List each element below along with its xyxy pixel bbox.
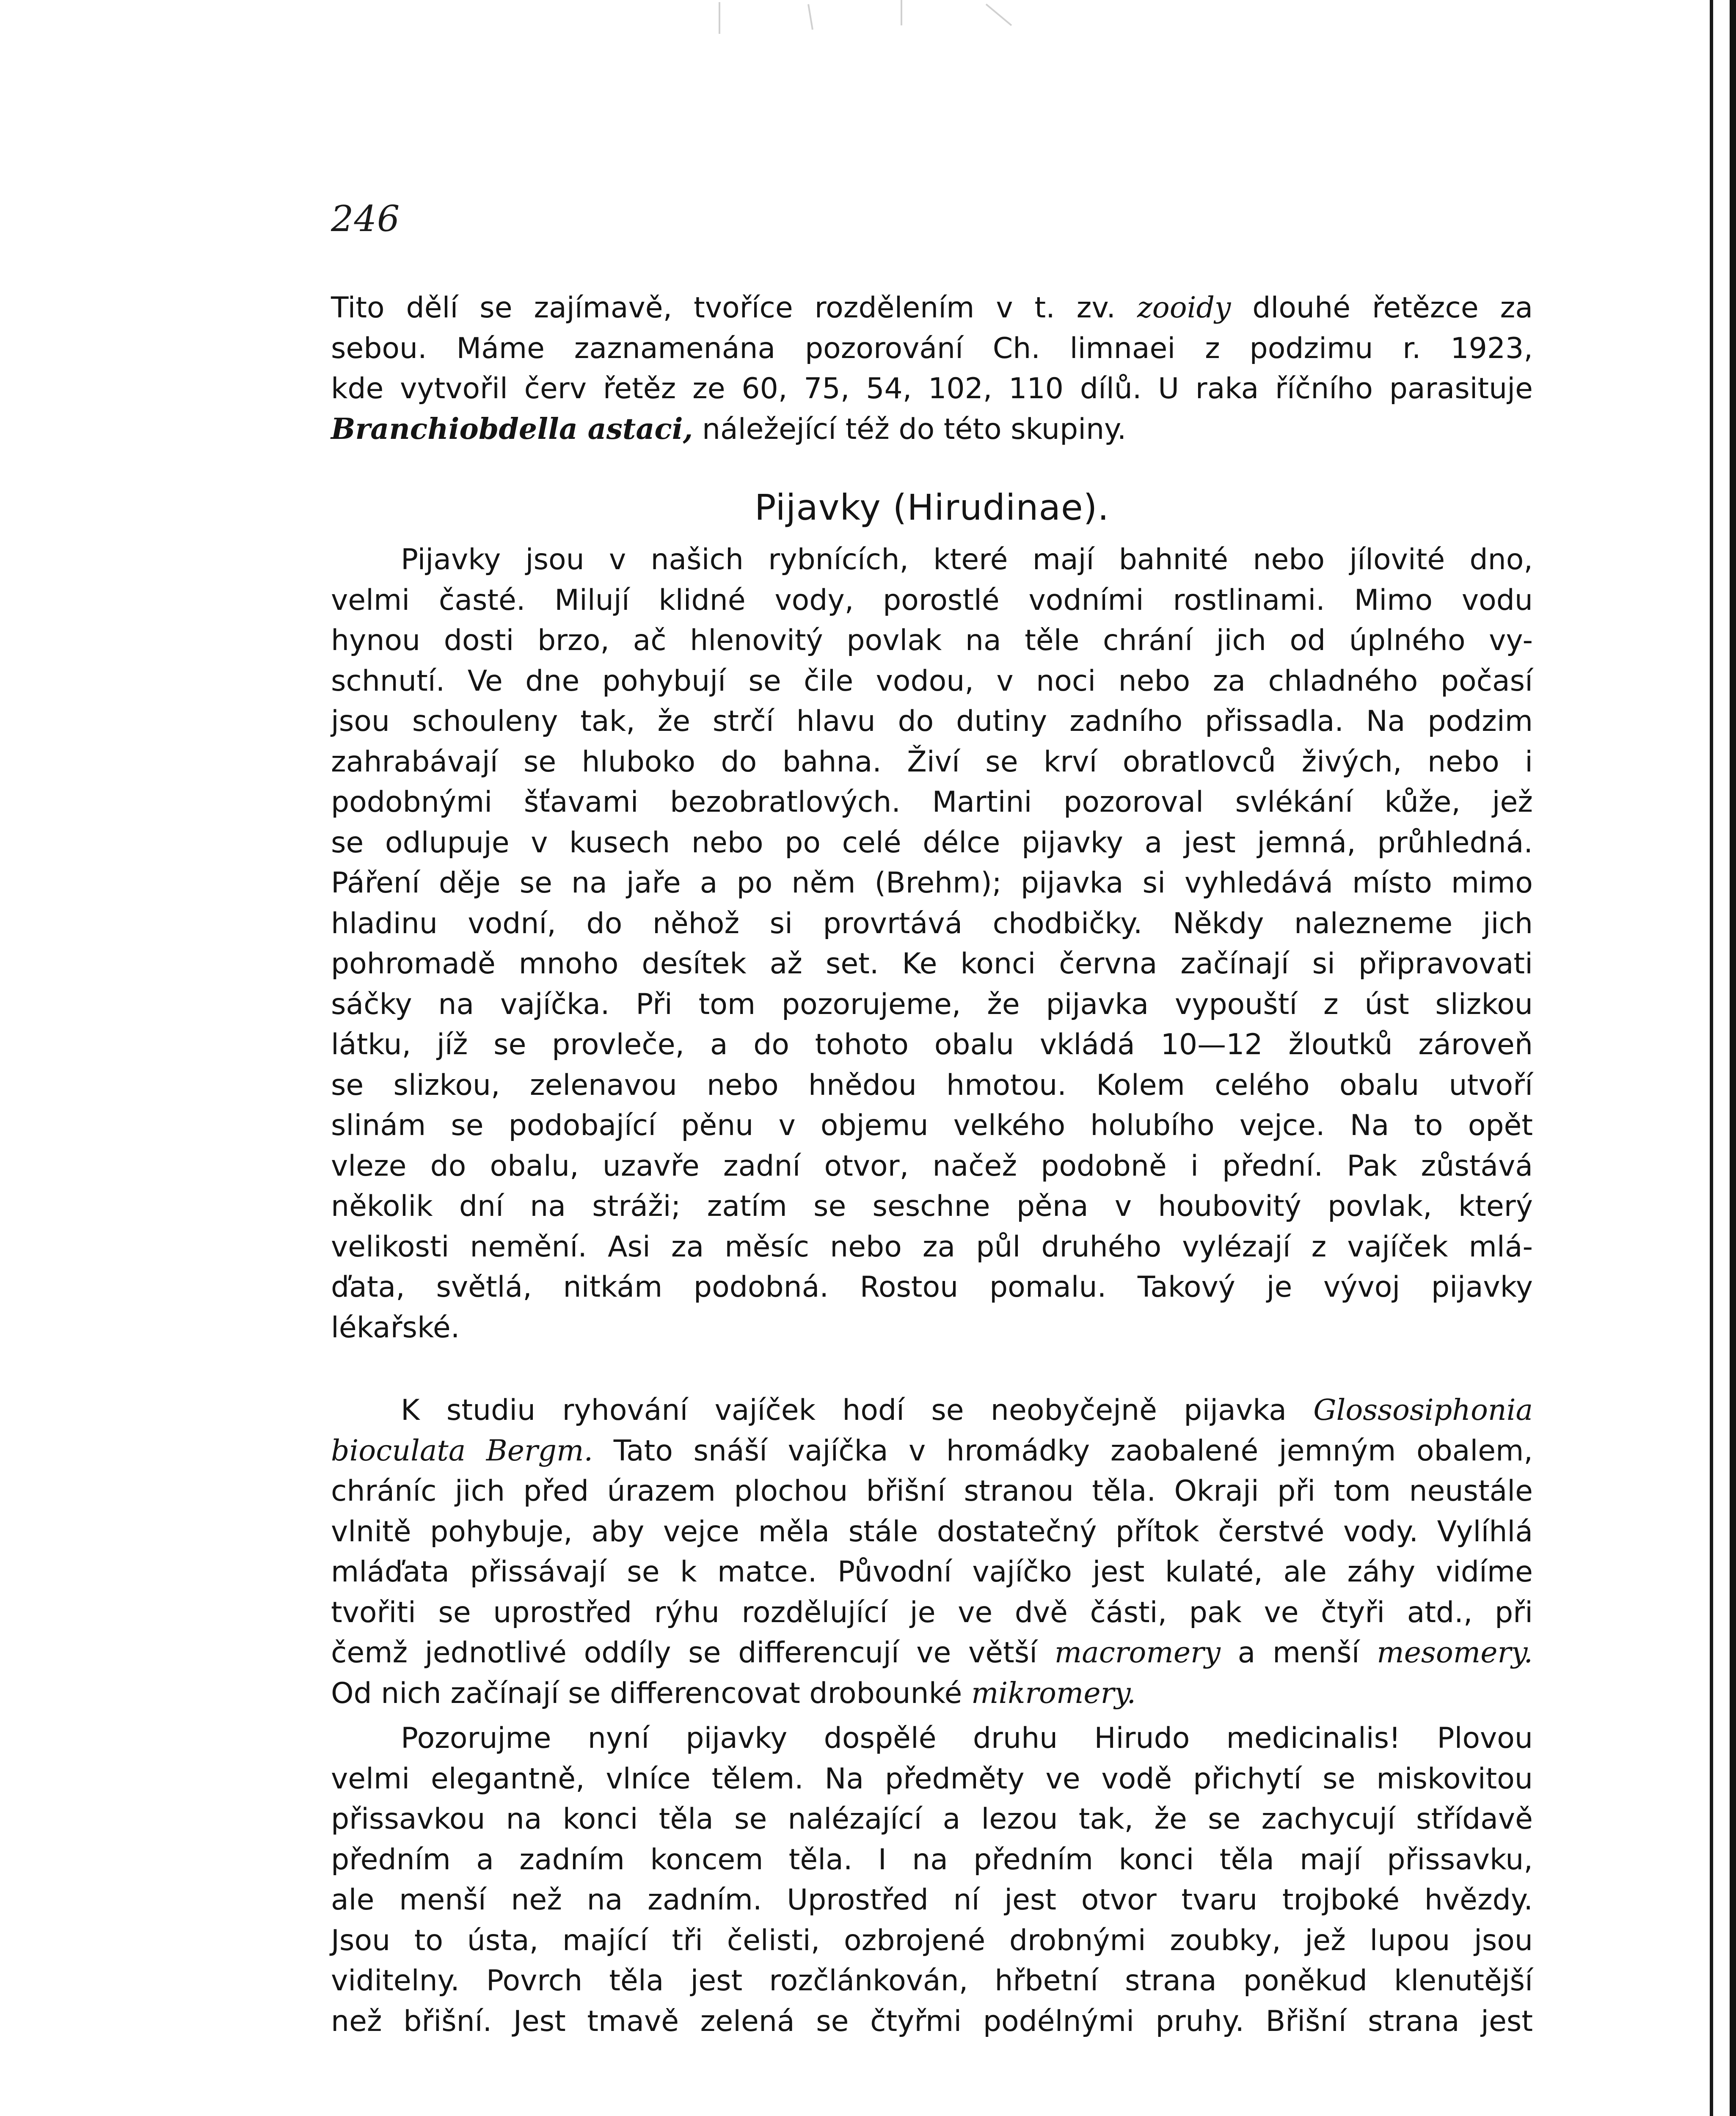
text-line: ďata, světlá, nitkám podobná. Rostou pomalu. Takový je vývoj pijavky	[331, 1270, 1533, 1304]
text-line: tvořiti se uprostřed rýhu rozdělující je ve dvě části, pak ve čtyři atd., při	[331, 1595, 1533, 1629]
text-line: schnutí. Ve dne pohybují se čile vodou, v noci nebo za chladného počasí	[331, 664, 1533, 698]
text-line: Tito dělí se zajímavě, tvoříce rozdělením v t. zv. zooidy dlouhé řetězce za	[331, 291, 1533, 325]
scan-edge	[1730, 0, 1736, 2116]
text-line: velmi časté. Milují klidné vody, porostlé vodními rostlinami. Mimo vodu	[331, 583, 1533, 617]
text-line: se odlupuje v kusech nebo po celé délce pijavky a jest jemná, průhledná.	[331, 826, 1533, 860]
paragraph-2	[331, 540, 1533, 1348]
paragraph-1	[331, 288, 1533, 449]
text-line: ale menší než na zadním. Uprostřed ní jest otvor tvaru trojboké hvězdy.	[331, 1883, 1533, 1917]
text-line: než břišní. Jest tmavě zelená se čtyřmi podélnými pruhy. Břišní strana jest	[331, 2004, 1533, 2038]
text-line: hynou dosti brzo, ač hlenovitý povlak na těle chrání jich od úplného vy-	[331, 624, 1533, 657]
text-line: Branchiobdella astaci, náležející též do této skupiny.	[331, 412, 1127, 446]
paragraph-3	[331, 1390, 1533, 1714]
text-line: podobnými šťavami bezobratlových. Martini pozoroval svlékání kůže, jež	[331, 785, 1533, 819]
text-line: vleze do obalu, uzavře zadní otvor, načež podobně i přední. Pak zůstává	[331, 1149, 1533, 1183]
text-line: Páření děje se na jaře a po něm (Brehm); pijavka si vyhledává místo mimo	[331, 866, 1533, 900]
text-line: jsou schouleny tak, že strčí hlavu do dutiny zadního přissadla. Na podzim	[331, 705, 1533, 738]
text-line: sáčky na vajíčka. Při tom pozorujeme, že pijavka vypouští z úst slizkou	[331, 987, 1533, 1021]
text-line: velikosti nemění. Asi za měsíc nebo za půl druhého vylézají z vajíček mlá-	[331, 1230, 1533, 1264]
text-line: lékařské.	[331, 1311, 460, 1345]
text-line: kde vytvořil červ řetěz ze 60, 75, 54, 102, 110 dílů. U raka říčního parasituje	[331, 372, 1533, 405]
text-line: slinám se podobající pěnu v objemu velkého holubího vejce. Na to opět	[331, 1109, 1533, 1142]
text-line: Jsou to ústa, mající tři čelisti, ozbrojené drobnými zoubky, jež lupou jsou	[331, 1923, 1533, 1957]
text-line: Pijavky jsou v našich rybnících, které mají bahnité nebo jílovité dno,	[401, 543, 1533, 576]
text-line: K studiu ryhování vajíček hodí se neobyčejně pijavka Glossosiphonia	[401, 1394, 1533, 1427]
text-line: látku, jíž se provleče, a do tohoto obalu vkládá 10—12 žloutků zároveň	[331, 1028, 1533, 1061]
text-line: přissavkou na konci těla se nalézající a lezou tak, že se zachycují střídavě	[331, 1802, 1533, 1836]
text-line: vlnitě pohybuje, aby vejce měla stále dostatečný přítok čerstvé vody. Vylíhlá	[331, 1515, 1533, 1548]
page-number: 246	[331, 198, 400, 240]
text-line: sebou. Máme zaznamenána pozorování Ch. limnaei z podzimu r. 1923,	[331, 331, 1533, 365]
text-line: několik dní na stráži; zatím se seschne pěna v houbovitý povlak, který	[331, 1190, 1533, 1223]
scan-artifact	[715, 0, 1096, 38]
text-line: velmi elegantně, vlníce tělem. Na předměty ve vodě přichytí se miskovitou	[331, 1762, 1533, 1796]
text-line: viditelny. Povrch těla jest rozčlánkován, hřbetní strana poněkud klenutější	[331, 1964, 1533, 1998]
section-heading: Pijavky (Hirudinae).	[754, 487, 1110, 528]
scan-border-line	[1710, 0, 1713, 2116]
text-line: bioculata Bergm. Tato snáší vajíčka v hromádky zaobalené jemným obalem,	[331, 1434, 1533, 1468]
text-line: předním a zadním koncem těla. I na předním konci těla mají přissavku,	[331, 1843, 1533, 1876]
text-line: čemž jednotlivé oddíly se differencují ve větší macromery a menší mesomery.	[331, 1636, 1533, 1670]
text-line: se slizkou, zelenavou nebo hnědou hmotou. Kolem celého obalu utvoří	[331, 1068, 1533, 1102]
paragraph-4	[331, 1718, 1533, 2042]
text-line: zahrabávají se hluboko do bahna. Živí se krví obratlovců živých, nebo i	[331, 745, 1533, 779]
text-line: Od nich začínají se differencovat drobounké mikromery.	[331, 1676, 1136, 1710]
text-line: hladinu vodní, do něhož si provrtává chodbičky. Někdy nalezneme jich	[331, 906, 1533, 940]
text-line: mláďata přissávají se k matce. Původní vajíčko jest kulaté, ale záhy vidíme	[331, 1555, 1533, 1589]
text-line: pohromadě mnoho desítek až set. Ke konci června začínají si připravovati	[331, 947, 1533, 981]
text-line: Pozorujme nyní pijavky dospělé druhu Hirudo medicinalis! Plovou	[401, 1722, 1533, 1755]
text-line: chráníc jich před úrazem plochou břišní stranou těla. Okraji při tom neustále	[331, 1474, 1533, 1508]
